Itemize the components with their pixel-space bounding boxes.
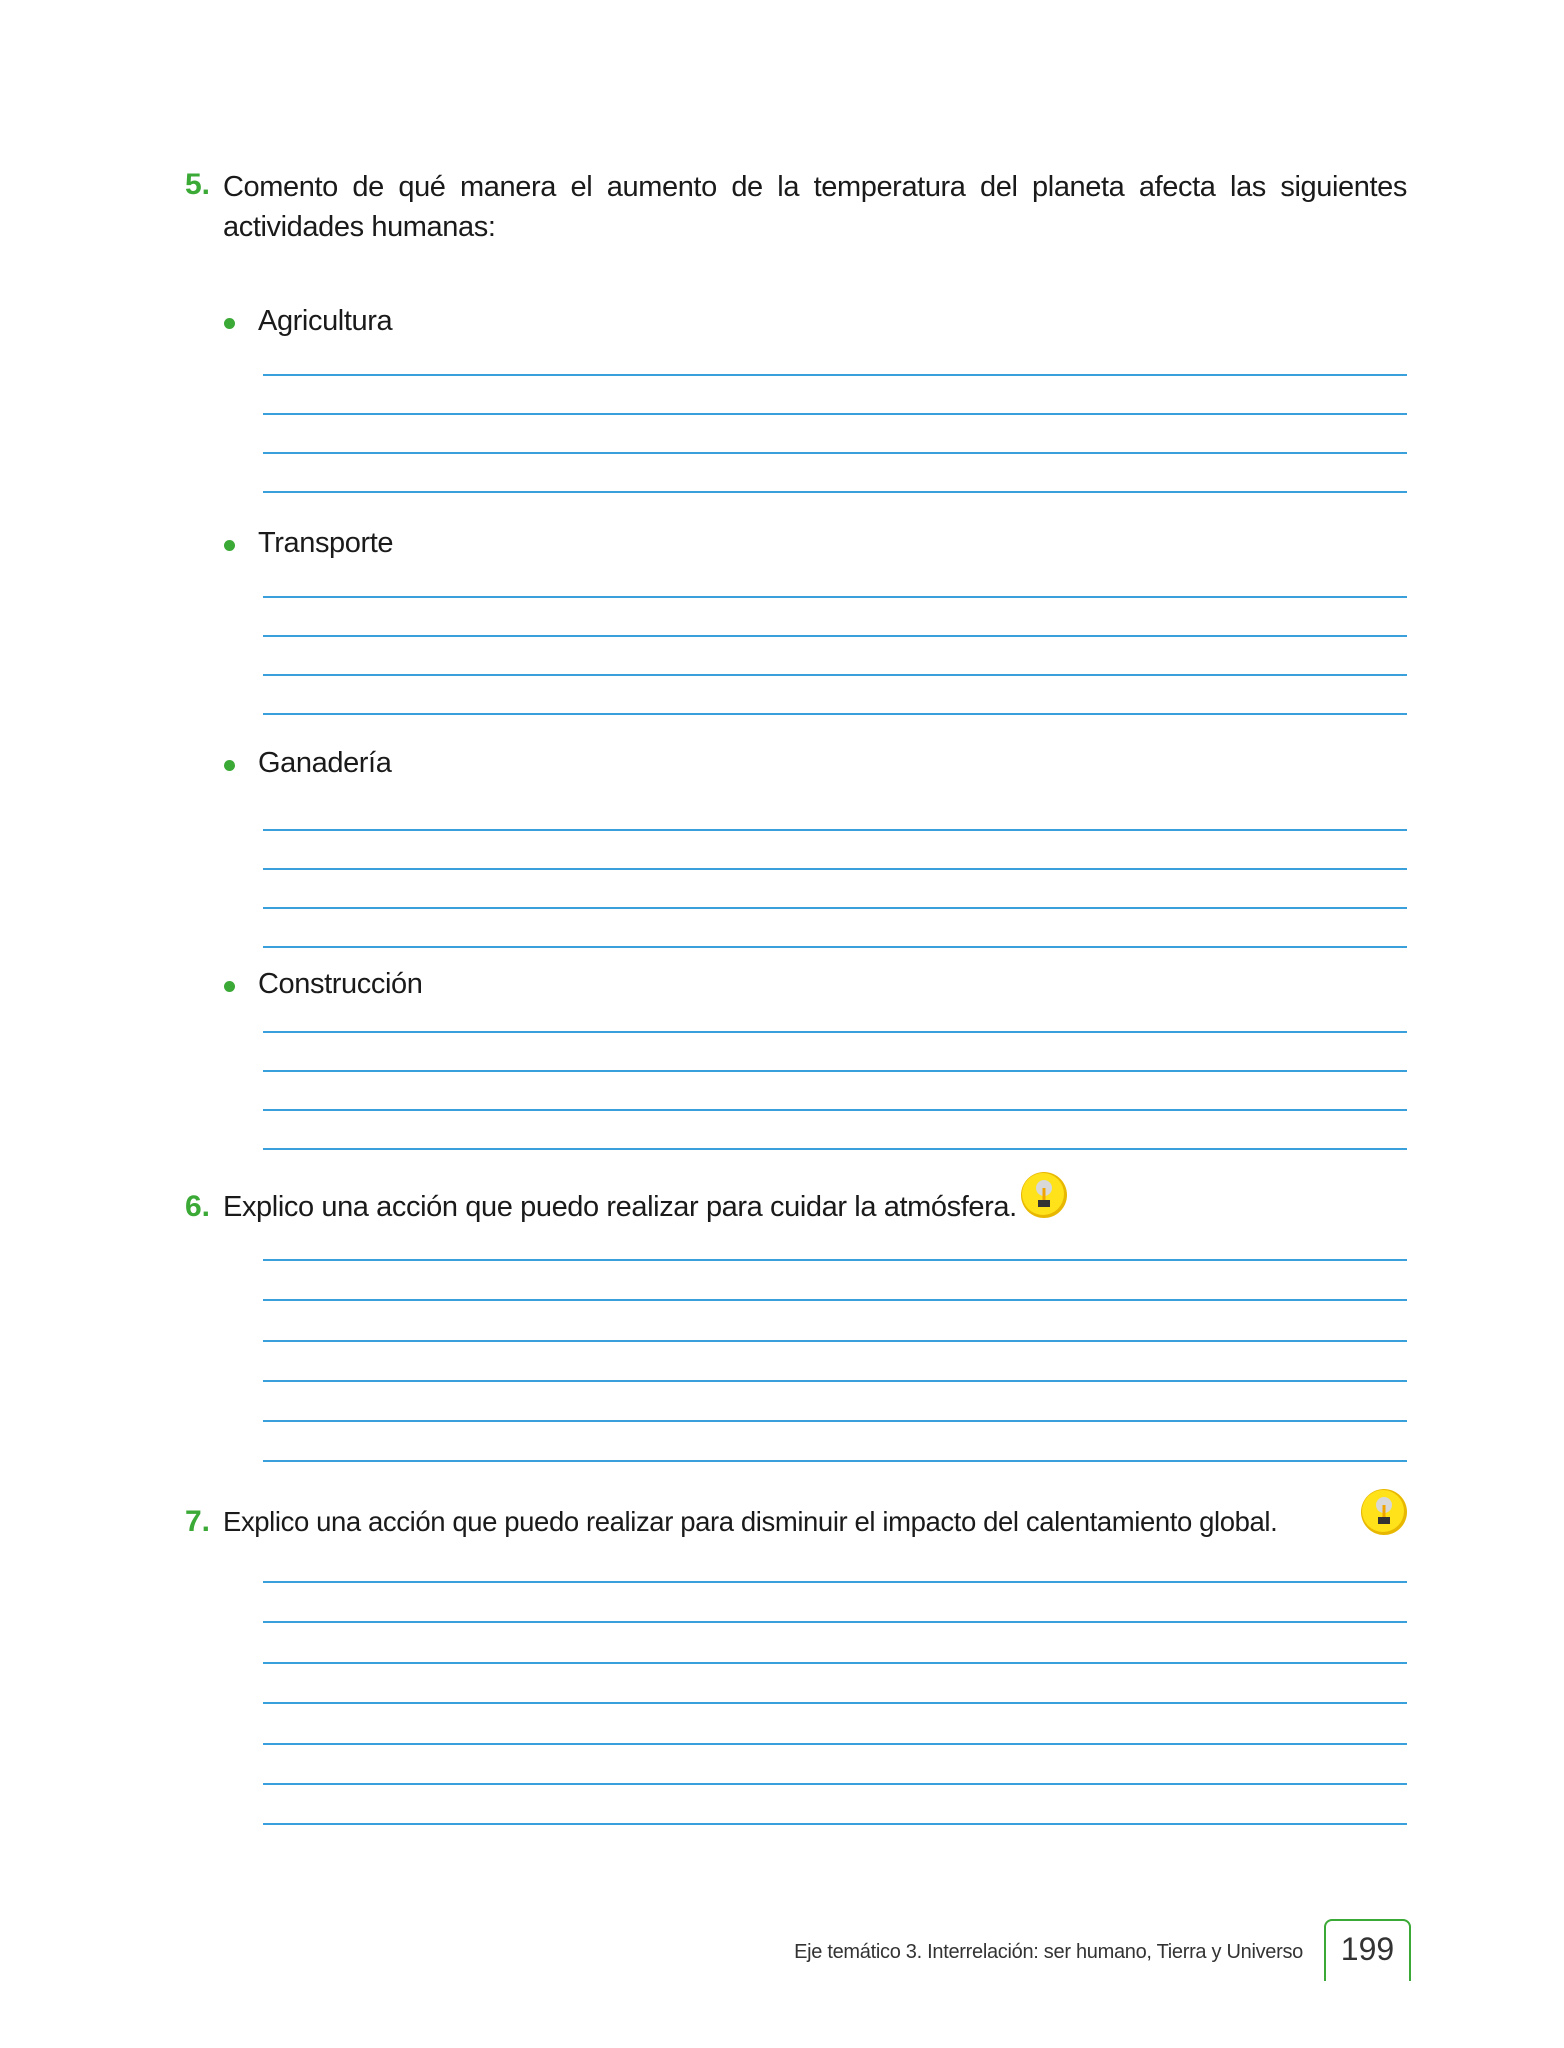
answer-line[interactable] xyxy=(263,635,1407,637)
answer-line[interactable] xyxy=(263,1823,1407,1825)
answer-line[interactable] xyxy=(263,946,1407,948)
item-construccion: Construcción xyxy=(258,968,423,1000)
answer-line[interactable] xyxy=(263,868,1407,870)
bullet-transporte xyxy=(224,540,235,551)
item-ganaderia: Ganadería xyxy=(258,747,392,779)
answer-line[interactable] xyxy=(263,1662,1407,1664)
answer-line[interactable] xyxy=(263,1148,1407,1150)
answer-line[interactable] xyxy=(263,907,1407,909)
item-agricultura: Agricultura xyxy=(258,305,393,337)
answer-line[interactable] xyxy=(263,1743,1407,1745)
lightbulb-icon xyxy=(1360,1488,1408,1536)
question-6-number: 6. xyxy=(185,1190,211,1223)
answer-line[interactable] xyxy=(263,1581,1407,1583)
answer-line[interactable] xyxy=(263,1621,1407,1623)
lightbulb-icon xyxy=(1020,1171,1068,1219)
question-6-text: Explico una acción que puedo realizar para cuidar la atmósfera. xyxy=(223,1191,1017,1223)
question-5-text: Comento de qué manera el aumento de la temperatura del planeta afecta las siguientes actividades humanas: xyxy=(223,171,1407,243)
answer-line[interactable] xyxy=(263,413,1407,415)
answer-line[interactable] xyxy=(263,374,1407,376)
page-number: 199 xyxy=(1340,1931,1395,1967)
answer-line[interactable] xyxy=(263,1070,1407,1072)
answer-line[interactable] xyxy=(263,491,1407,493)
item-transporte: Transporte xyxy=(258,527,394,559)
answer-line[interactable] xyxy=(263,1299,1407,1301)
question-7-number: 7. xyxy=(185,1505,211,1538)
question-5-number: 5. xyxy=(185,168,211,201)
answer-line[interactable] xyxy=(263,1783,1407,1785)
footer-section-title: Eje temático 3. Interrelación: ser humano, Tierra y Universo xyxy=(794,1941,1303,1963)
page-number-box xyxy=(1324,1919,1411,1981)
answer-line[interactable] xyxy=(263,596,1407,598)
question-7-text: Explico una acción que puedo realizar para disminuir el impacto del calentamiento global. xyxy=(223,1506,1278,1537)
answer-line[interactable] xyxy=(263,452,1407,454)
bullet-agricultura xyxy=(224,318,235,329)
answer-line[interactable] xyxy=(263,1031,1407,1033)
bullet-construccion xyxy=(224,981,235,992)
bullet-ganaderia xyxy=(224,760,235,771)
answer-line[interactable] xyxy=(263,674,1407,676)
answer-line[interactable] xyxy=(263,1259,1407,1261)
answer-line[interactable] xyxy=(263,829,1407,831)
answer-line[interactable] xyxy=(263,713,1407,715)
answer-line[interactable] xyxy=(263,1109,1407,1111)
answer-line[interactable] xyxy=(263,1702,1407,1704)
answer-line[interactable] xyxy=(263,1340,1407,1342)
answer-line[interactable] xyxy=(263,1460,1407,1462)
answer-line[interactable] xyxy=(263,1380,1407,1382)
answer-line[interactable] xyxy=(263,1420,1407,1422)
